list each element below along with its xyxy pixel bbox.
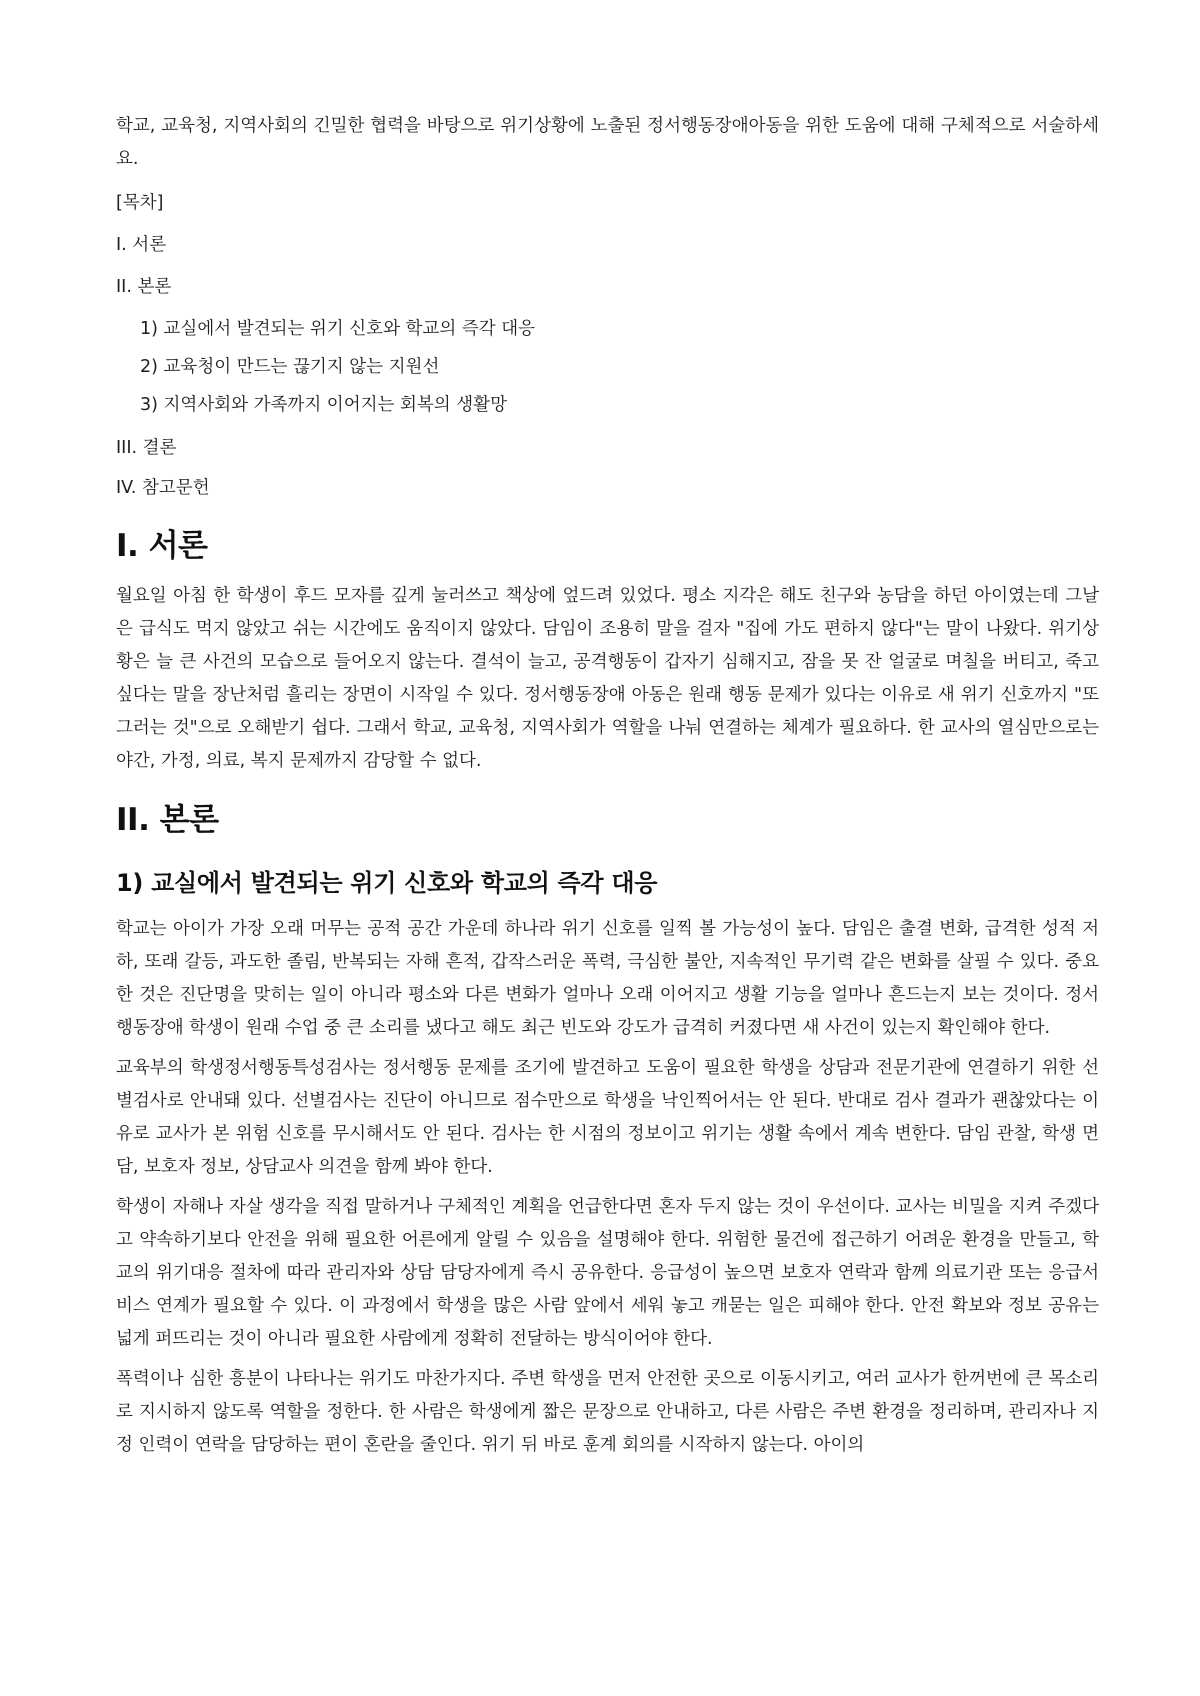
section-heading-intro: I. 서론 [116, 528, 208, 564]
toc-item-body: II. 본론 [116, 277, 172, 297]
toc-heading: [목차] [116, 193, 164, 213]
assignment-prompt: 학교, 교육청, 지역사회의 긴밀한 협력을 바탕으로 위기상황에 노출된 정서행동장애아동을 위한 도움에 대해 구체적으로 서술하세요. [116, 116, 1099, 169]
body-paragraph: 교육부의 학생정서행동특성검사는 정서행동 문제를 조기에 발견하고 도움이 필요한 학생을 상담과 전문기관에 연결하기 위한 선별검사로 안내돼 있다. 선별검사는 진단이 아니므로 점수만으로 학생을 낙인찍어서는 안 된다. 반대로 검사 결과가 괜찮았다는 이유로 교사가 본 위험 신호를 무시해서도 안 된다. 검사는 한 시점의 정보이고 위기는 생활 속에서 계속 변한다. 담임 관찰, 학생 면담, 보호자 정보, 상담교사 의견을 함께 봐야 한다. [116, 1058, 1099, 1177]
toc-item-intro: I. 서론 [116, 235, 167, 255]
section-heading-body: II. 본론 [116, 802, 219, 838]
subsection-heading-1: 1) 교실에서 발견되는 위기 신호와 학교의 즉각 대응 [116, 869, 658, 897]
toc-item-references: IV. 참고문헌 [116, 478, 210, 498]
body-paragraph: 학생이 자해나 자살 생각을 직접 말하거나 구체적인 계획을 언급한다면 혼자 두지 않는 것이 우선이다. 교사는 비밀을 지켜 주겠다고 약속하기보다 안전을 위해 필요한 어른에게 알릴 수 있음을 설명해야 한다. 위험한 물건에 접근하기 어려운 환경을 만들고, 학교의 위기대응 절차에 따라 관리자와 상담 담당자에게 즉시 공유한다. 응급성이 높으면 보호자 연락과 함께 의료기관 또는 응급서비스 연계가 필요할 수 있다. 이 과정에서 학생을 많은 사람 앞에서 세워 놓고 캐묻는 일은 피해야 한다. 안전 확보와 정보 공유는 넓게 퍼뜨리는 것이 아니라 필요한 사람에게 정확히 전달하는 방식이어야 한다. [116, 1197, 1099, 1349]
toc-subitem-3: 3) 지역사회와 가족까지 이어지는 회복의 생활망 [140, 395, 507, 415]
toc-subitem-1: 1) 교실에서 발견되는 위기 신호와 학교의 즉각 대응 [140, 319, 535, 339]
toc-subitem-2: 2) 교육청이 만드는 끊기지 않는 지원선 [140, 357, 440, 377]
intro-paragraph: 월요일 아침 한 학생이 후드 모자를 깊게 눌러쓰고 책상에 엎드려 있었다. 평소 지각은 해도 친구와 농담을 하던 아이였는데 그날은 급식도 먹지 않았고 쉬는 시간에도 움직이지 않았다. 담임이 조용히 말을 걸자 "집에 가도 편하지 않다"는 말이 나왔다. 위기상황은 늘 큰 사건의 모습으로 들어오지 않는다. 결석이 늘고, 공격행동이 갑자기 심해지고, 잠을 못 잔 얼굴로 며칠을 버티고, 죽고 싶다는 말을 장난처럼 흘리는 장면이 시작일 수 있다. 정서행동장애 아동은 원래 행동 문제가 있다는 이유로 새 위기 신호까지 "또 그러는 것"으로 오해받기 쉽다. 그래서 학교, 교육청, 지역사회가 역할을 나눠 연결하는 체계가 필요하다. 한 교사의 열심만으로는 야간, 가정, 의료, 복지 문제까지 감당할 수 없다. [116, 586, 1099, 771]
body-paragraph: 폭력이나 심한 흥분이 나타나는 위기도 마찬가지다. 주변 학생을 먼저 안전한 곳으로 이동시키고, 여러 교사가 한꺼번에 큰 목소리로 지시하지 않도록 역할을 정한다. 한 사람은 학생에게 짧은 문장으로 안내하고, 다른 사람은 주변 환경을 정리하며, 관리자나 지정 인력이 연락을 담당하는 편이 혼란을 줄인다. 위기 뒤 바로 훈계 회의를 시작하지 않는다. 아이의 [116, 1369, 1099, 1455]
body-paragraph: 학교는 아이가 가장 오래 머무는 공적 공간 가운데 하나라 위기 신호를 일찍 볼 가능성이 높다. 담임은 출결 변화, 급격한 성적 저하, 또래 갈등, 과도한 졸림, 반복되는 자해 흔적, 갑작스러운 폭력, 극심한 불안, 지속적인 무기력 같은 변화를 살필 수 있다. 중요한 것은 진단명을 맞히는 일이 아니라 평소와 다른 변화가 얼마나 오래 이어지고 생활 기능을 얼마나 흔드는지 보는 것이다. 정서행동장애 학생이 원래 수업 중 큰 소리를 냈다고 해도 최근 빈도와 강도가 급격히 커졌다면 새 사건이 있는지 확인해야 한다. [116, 919, 1099, 1038]
toc-item-conclusion: III. 결론 [116, 438, 177, 458]
